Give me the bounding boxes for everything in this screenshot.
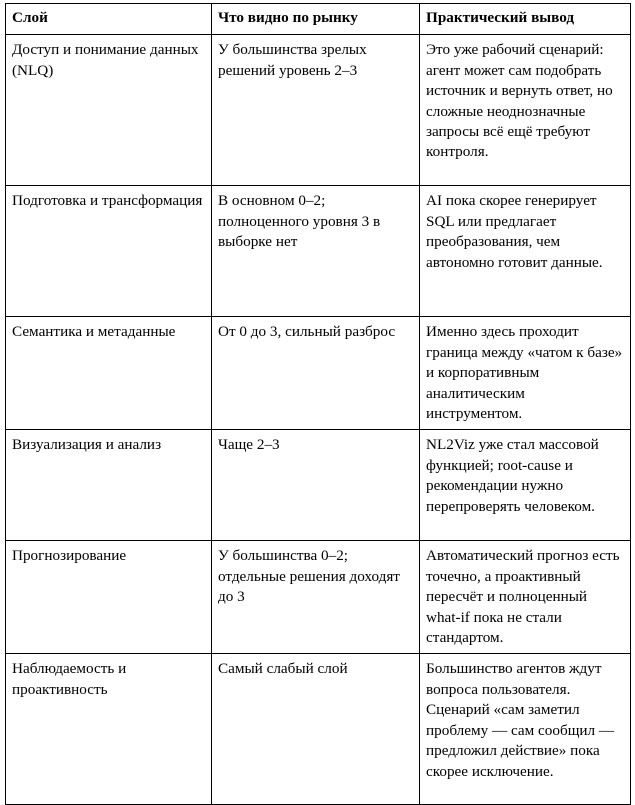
cell-conclusion: Это уже рабочий сценарий: агент может сам подобрать источник и вернуть ответ, но сложные неоднозначные запросы всё ещё требуют контроля. <box>420 35 631 186</box>
header-conclusion: Практический вывод <box>420 4 631 35</box>
cell-market: У большинства 0–2; отдельные решения доходят до 3 <box>212 541 420 654</box>
cell-layer: Наблюдаемость и проактивность <box>6 654 212 805</box>
maturity-table-container <box>5 3 630 805</box>
cell-conclusion: AI пока скорее генерирует SQL или предлагает преобразования, чем автономно готовит данные. <box>420 186 631 317</box>
table-row <box>6 35 631 186</box>
cell-layer: Визуализация и анализ <box>6 430 212 541</box>
maturity-table <box>5 3 631 805</box>
table-row <box>6 430 631 541</box>
cell-market: В основном 0–2; полноценного уровня 3 в выборке нет <box>212 186 420 317</box>
cell-market: У большинства зрелых решений уровень 2–3 <box>212 35 420 186</box>
table-header-row <box>6 4 631 35</box>
cell-layer: Доступ и понимание данных (NLQ) <box>6 35 212 186</box>
cell-layer: Прогнозирование <box>6 541 212 654</box>
cell-market: От 0 до 3, сильный разброс <box>212 317 420 430</box>
cell-layer: Подготовка и трансформация <box>6 186 212 317</box>
cell-layer: Семантика и метаданные <box>6 317 212 430</box>
table-row <box>6 541 631 654</box>
cell-market: Чаще 2–3 <box>212 430 420 541</box>
header-market: Что видно по рынку <box>212 4 420 35</box>
table-row <box>6 186 631 317</box>
cell-market: Самый слабый слой <box>212 654 420 805</box>
cell-conclusion: Именно здесь проходит граница между «чатом к базе» и корпоративным аналитическим инструментом. <box>420 317 631 430</box>
cell-conclusion: Большинство агентов ждут вопроса пользователя. Сценарий «сам заметил проблему — сам сообщил — предложил действие» пока скорее исключение. <box>420 654 631 805</box>
cell-conclusion: Автоматический прогноз есть точечно, а проактивный пересчёт и полноценный what-if пока не стали стандартом. <box>420 541 631 654</box>
header-layer: Слой <box>6 4 212 35</box>
cell-conclusion: NL2Viz уже стал массовой функцией; root-cause и рекомендации нужно перепроверять человеком. <box>420 430 631 541</box>
table-row <box>6 317 631 430</box>
table-row <box>6 654 631 805</box>
